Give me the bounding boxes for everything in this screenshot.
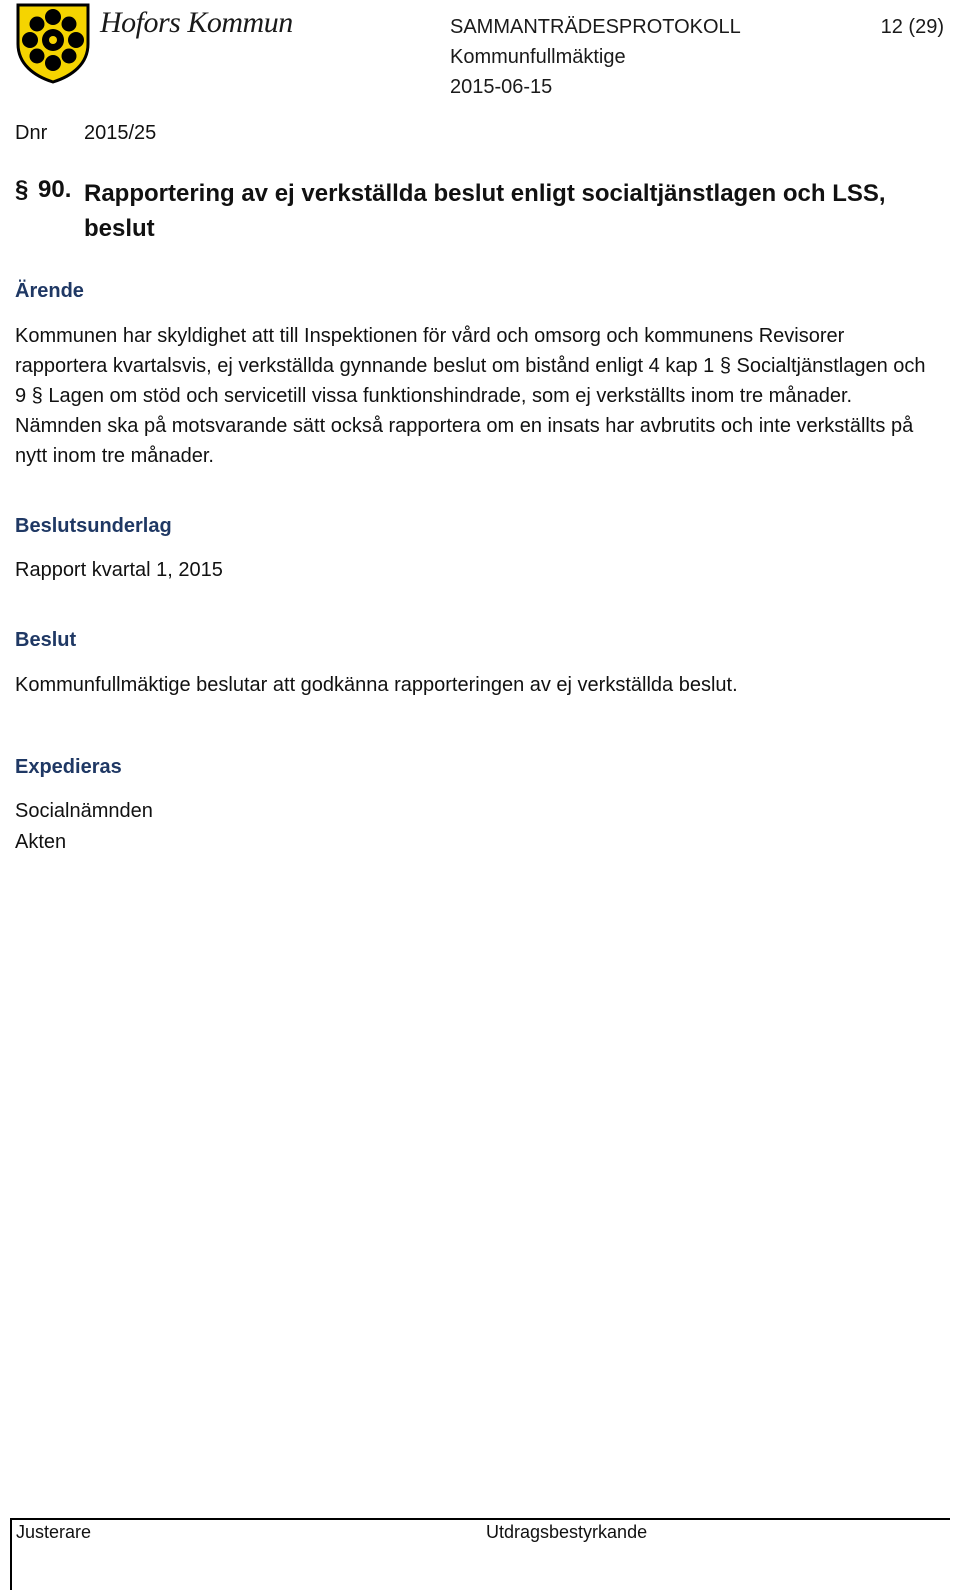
footer-divider <box>10 1518 950 1520</box>
expedieras-recipient: Akten <box>15 831 67 853</box>
beslutsunderlag-heading: Beslutsunderlag <box>15 515 172 537</box>
beslut-text: Kommunfullmäktige beslutar att godkänna rapporteringen av ej verkställda beslut. <box>15 674 738 696</box>
committee-name: Kommunfullmäktige <box>450 46 626 68</box>
document-type: SAMMANTRÄDESPROTOKOLL <box>450 16 741 38</box>
arende-heading: Ärende <box>15 280 84 302</box>
page-number: 12 (29) <box>880 16 944 38</box>
dnr-value: 2015/25 <box>84 122 157 144</box>
beslutsunderlag-text: Rapport kvartal 1, 2015 <box>15 559 223 581</box>
section-title: Rapportering av ej verkställda beslut enligt socialtjänstlagen och LSS, beslut <box>84 180 886 242</box>
beslut-heading: Beslut <box>15 629 77 651</box>
arende-text: Kommunen har skyldighet att till Inspektionen för vård och omsorg och kommunens Revisorer rapportera kvartalsvis, ej verkställda gynnande beslut om bistånd enligt 4 kap 1 § Socialtjänstlagen och 9 § Lagen om stöd och servicetill vissa funktionshindrade, som ej verkställts inom tre månader. Nämnden ska på motsvarande sätt också rapportera om en insats har avbrutits och inte verkställts på nytt inom tre månader. <box>15 325 926 467</box>
footer-justerare-label: Justerare <box>16 1522 92 1542</box>
municipal-coat-of-arms <box>14 2 92 84</box>
expedieras-heading: Expedieras <box>15 756 122 778</box>
expedieras-recipient: Socialnämnden <box>15 800 153 822</box>
section-number: 90. <box>38 176 72 203</box>
municipality-logo-text: Hofors Kommun <box>100 6 293 39</box>
footer-box-border <box>10 1518 12 1590</box>
meeting-date: 2015-06-15 <box>450 76 553 98</box>
section-sign: § <box>15 176 29 203</box>
footer-utdragsbestyrkande-label: Utdragsbestyrkande <box>486 1522 648 1542</box>
dnr-label: Dnr <box>15 122 48 144</box>
